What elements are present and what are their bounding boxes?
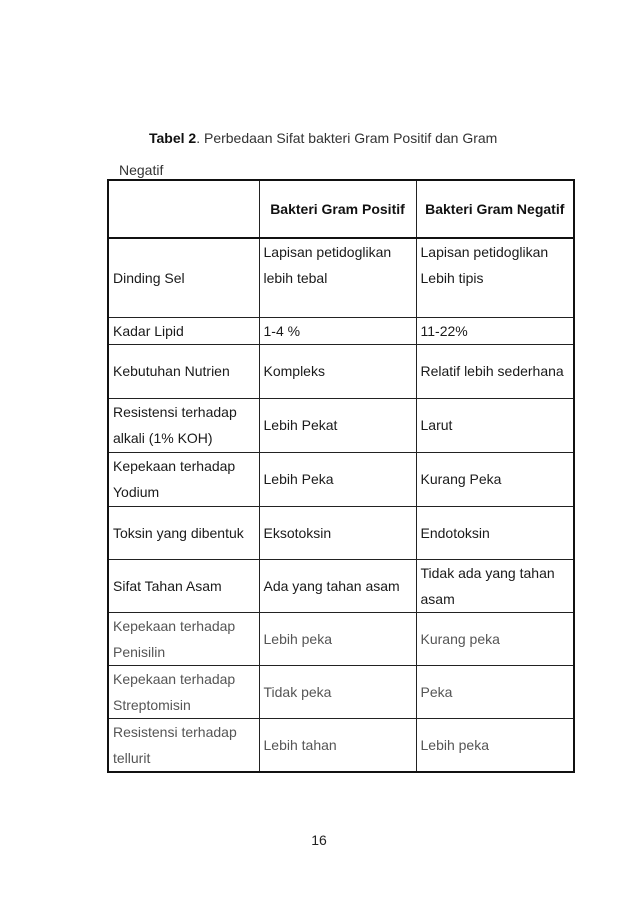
gram-negative-cell: Larut <box>416 398 574 452</box>
table-row <box>108 398 574 452</box>
row-label: Toksin yang dibentuk <box>108 506 259 559</box>
gram-negative-cell: Kurang Peka <box>416 452 574 506</box>
row-label: Resistensi terhadap tellurit <box>108 718 259 772</box>
row-label: Resistensi terhadap alkali (1% KOH) <box>108 398 259 452</box>
gram-positive-cell: Lebih peka <box>259 612 416 665</box>
gram-positive-cell: Lebih Peka <box>259 452 416 506</box>
gram-negative-cell: Lapisan petidoglikan Lebih tipis <box>416 238 574 317</box>
table-header-row <box>108 180 574 238</box>
header-cell-gram-negative: Bakteri Gram Negatif <box>416 180 574 238</box>
comparison-table <box>107 179 575 773</box>
table-row <box>108 317 574 344</box>
row-label: Kadar Lipid <box>108 317 259 344</box>
table-row <box>108 238 574 317</box>
gram-negative-cell: Peka <box>416 665 574 718</box>
caption-text-line2: Negatif <box>119 162 164 178</box>
gram-positive-cell: Lebih Pekat <box>259 398 416 452</box>
caption-label: Tabel 2 <box>149 130 197 146</box>
gram-positive-cell: 1-4 % <box>259 317 416 344</box>
table-row <box>108 559 574 612</box>
gram-positive-cell: Lebih tahan <box>259 718 416 772</box>
table-row <box>108 452 574 506</box>
row-label: Dinding Sel <box>108 238 259 317</box>
row-label: Kepekaan terhadap Penisilin <box>108 612 259 665</box>
gram-positive-cell: Tidak peka <box>259 665 416 718</box>
gram-negative-cell: Tidak ada yang tahan asam <box>416 559 574 612</box>
table-row <box>108 612 574 665</box>
gram-negative-cell: Lebih peka <box>416 718 574 772</box>
table-row <box>108 344 574 398</box>
gram-negative-cell: Kurang peka <box>416 612 574 665</box>
table-row <box>108 506 574 559</box>
row-label: Kepekaan terhadap Yodium <box>108 452 259 506</box>
table-caption <box>119 122 559 186</box>
gram-positive-cell: Eksotoksin <box>259 506 416 559</box>
gram-negative-cell: Relatif lebih sederhana <box>416 344 574 398</box>
gram-positive-cell: Lapisan petidoglikan lebih tebal <box>259 238 416 317</box>
table-row <box>108 718 574 772</box>
table-row <box>108 665 574 718</box>
row-label: Sifat Tahan Asam <box>108 559 259 612</box>
gram-positive-cell: Ada yang tahan asam <box>259 559 416 612</box>
header-cell-gram-positive: Bakteri Gram Positif <box>259 180 416 238</box>
gram-positive-cell: Kompleks <box>259 344 416 398</box>
row-label: Kepekaan terhadap Streptomisin <box>108 665 259 718</box>
header-cell-empty <box>108 180 259 238</box>
page-number: 16 <box>311 832 327 848</box>
caption-text: . Perbedaan Sifat bakteri Gram Positif dan Gram <box>196 130 498 146</box>
row-label: Kebutuhan Nutrien <box>108 344 259 398</box>
gram-negative-cell: 11-22% <box>416 317 574 344</box>
gram-negative-cell: Endotoksin <box>416 506 574 559</box>
